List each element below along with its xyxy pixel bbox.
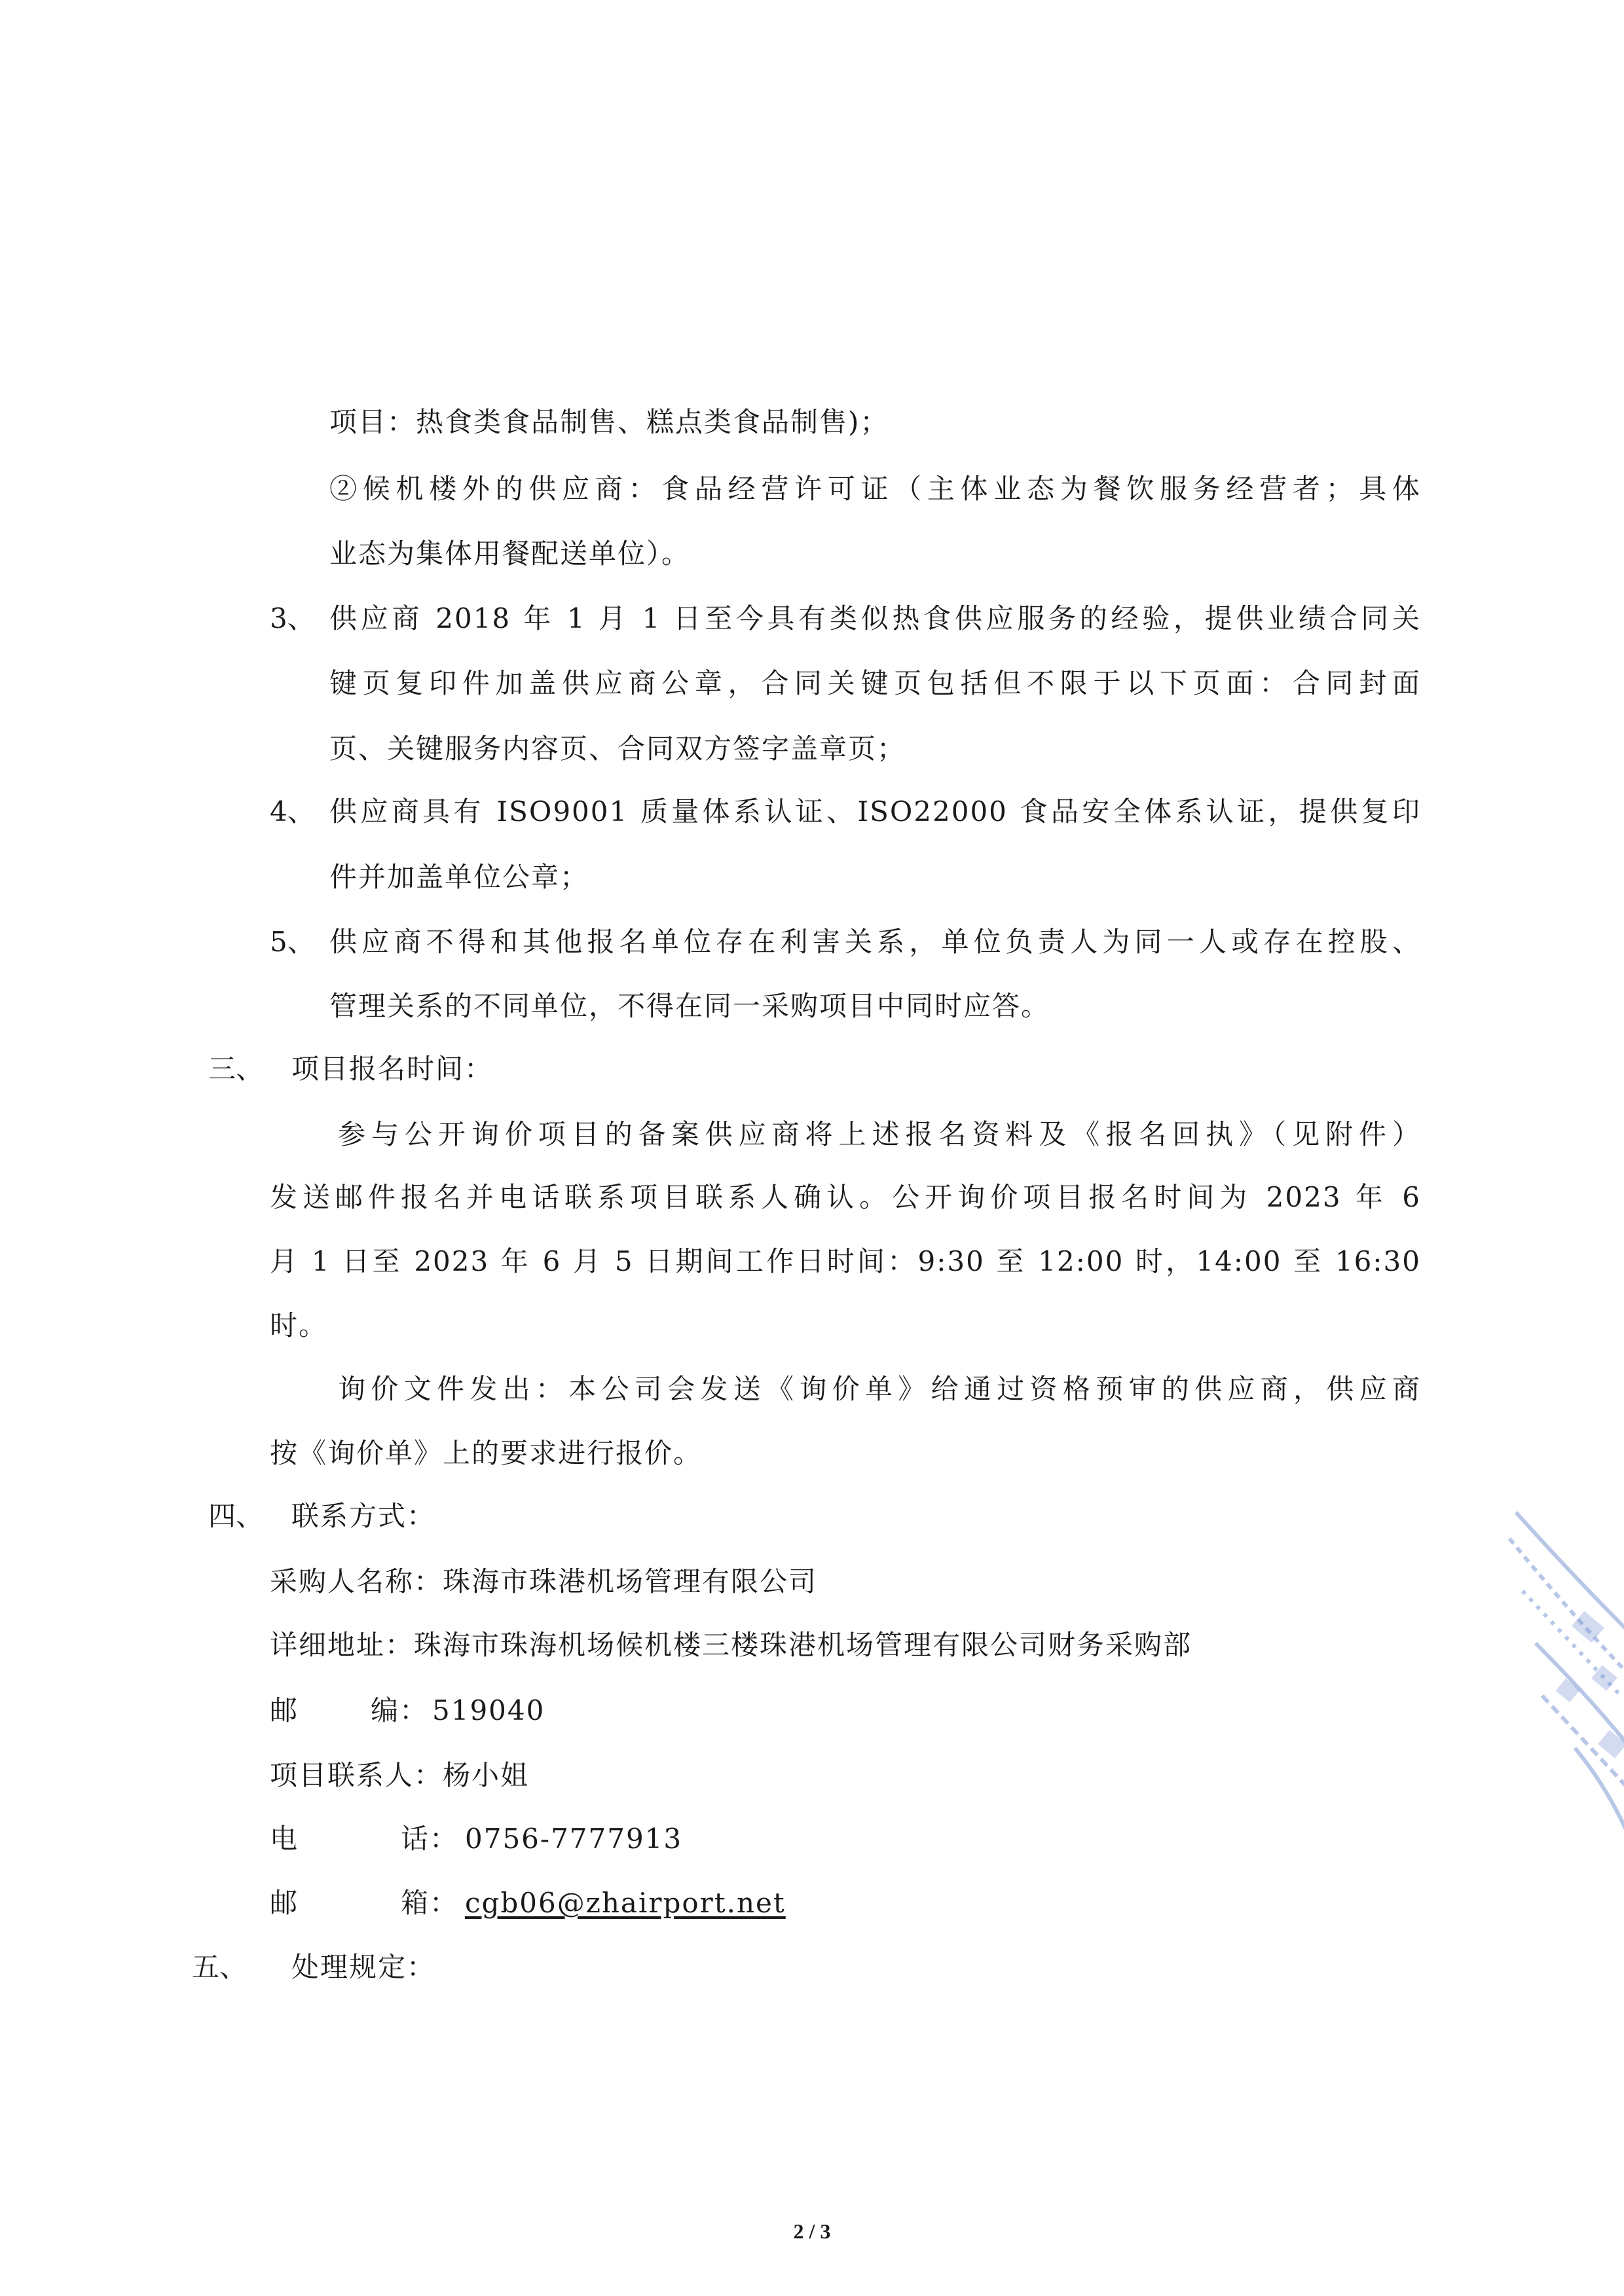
item2-line-c: 业态为集体用餐配送单位）。 [329,538,691,570]
section3-paragraph2-line2: 按《询价单》上的要求进行报价。 [270,1437,703,1469]
section3-paragraph2-line1: 询价文件发出：本公司会发送《询价单》给通过资格预审的供应商，供应商 [338,1373,1421,1405]
email-label-second: 箱： [401,1887,459,1919]
postcode-label-second: 编： [371,1694,429,1726]
section3-paragraph1-line1: 参与公开询价项目的备案供应商将上述报名资料及《报名回执》（见附件） [338,1118,1421,1150]
item3-line-c: 页、关键服务内容页、合同双方签字盖章页； [329,733,906,765]
item4-number: 4、 [270,795,315,828]
item4-line-b: 件并加盖单位公章； [329,861,589,893]
section5-title: 处理规定： [291,1951,436,1983]
item4-line-a: 供应商具有 ISO9001 质量体系认证、ISO22000 食品安全体系认证，提供复印 [329,795,1421,828]
phone-value: 0756-7777913 [465,1823,683,1855]
item3-number: 3、 [270,602,315,634]
buyer-address: 详细地址：珠海市珠海机场候机楼三楼珠港机场管理有限公司财务采购部 [270,1629,1192,1661]
buyer-name: 采购人名称：珠海市珠港机场管理有限公司 [270,1565,818,1597]
phone-label-first: 电 [270,1823,299,1855]
postcode-label-first: 邮 [270,1694,299,1726]
item5-number: 5、 [270,926,315,958]
email-label-first: 邮 [270,1887,299,1919]
section3-paragraph1-line4: 时。 [270,1309,328,1341]
postcode-value: 519040 [432,1694,545,1726]
project-contact: 项目联系人：杨小姐 [270,1759,530,1791]
item2-line-a: 项目：热食类食品制售、糕点类食品制售)； [329,406,889,438]
section3-paragraph1-line3: 月 1 日至 2023 年 6 月 5 日期间工作日时间：9:30 至 12:00 时，14:00 至 16:30 [270,1245,1421,1277]
item5-line-a: 供应商不得和其他报名单位存在利害关系，单位负责人为同一人或存在控股、 [329,926,1421,958]
item3-line-a: 供应商 2018 年 1 月 1 日至今具有类似热食供应服务的经验，提供业绩合同关 [329,602,1421,634]
page-number: 2 / 3 [793,2219,831,2243]
section4-title: 联系方式： [291,1500,436,1532]
item3-line-b: 键页复印件加盖供应商公章，合同关键页包括但不限于以下页面：合同封面 [329,667,1421,699]
section3-title: 项目报名时间： [291,1053,494,1085]
section4-number: 四、 [208,1500,264,1532]
email-link[interactable]: cgb06@zhairport.net [465,1887,786,1919]
section5-number: 五、 [192,1951,248,1983]
section3-paragraph1-line2: 发送邮件报名并电话联系项目联系人确认。公开询价项目报名时间为 2023 年 6 [270,1181,1421,1213]
item2-line-b: ②候机楼外的供应商：食品经营许可证（主体业态为餐饮服务经营者；具体 [329,473,1421,505]
item5-line-b: 管理关系的不同单位，不得在同一采购项目中同时应答。 [329,990,1050,1022]
phone-label-second: 话： [401,1823,459,1855]
section3-number: 三、 [208,1053,264,1085]
seal-stamp-fragment [1496,1499,1624,1853]
